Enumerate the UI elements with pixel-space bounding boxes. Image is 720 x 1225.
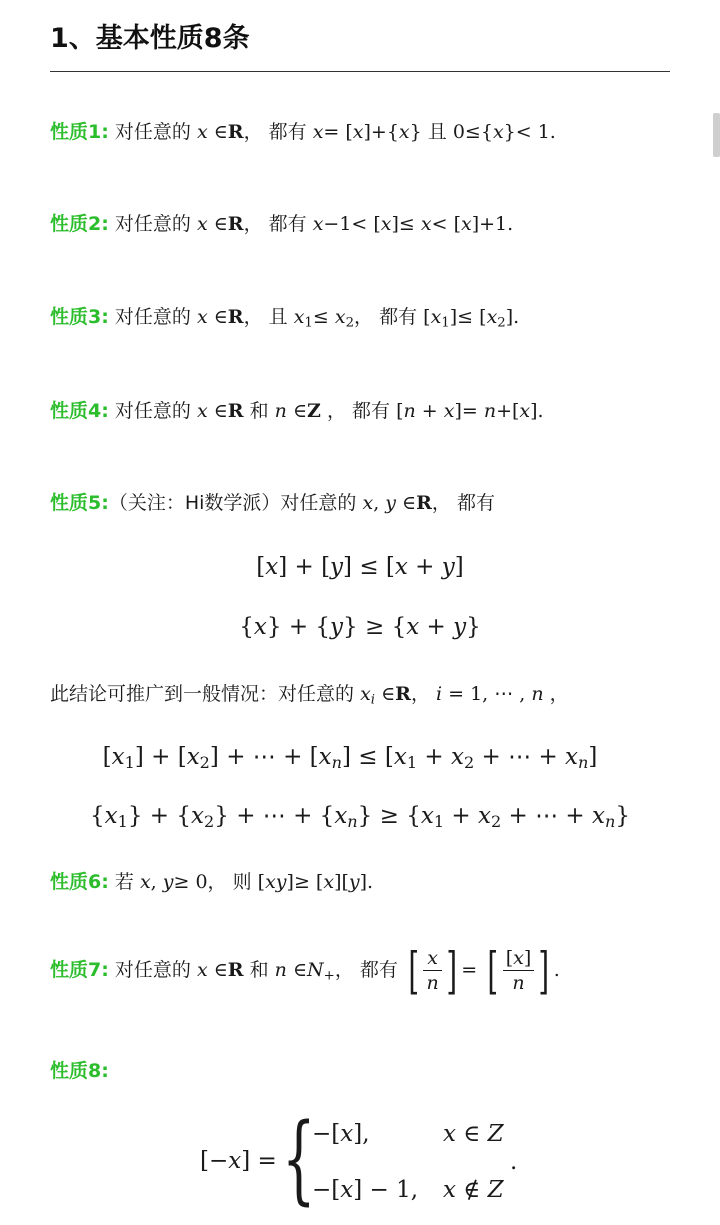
property-1-label: 性质1:	[50, 121, 109, 143]
property-5-label: 性质5:	[50, 492, 109, 514]
property-5-note: （关注：Hi数学派）	[108, 492, 281, 514]
property-2: 性质2: 对任意的 x ∈R， 都有 x−1< [x]≤ x< [x]+1.	[50, 213, 514, 235]
formula-8: [−x] = { −[x], x ∈ Z −[x] − 1, x ∉ Z .	[200, 1103, 518, 1215]
property-8	[50, 1058, 109, 1084]
property-6-label: 性质6:	[50, 871, 109, 893]
property-1: 性质1: 对任意的 x ∈R， 都有 x= [x]+{x} 且 0≤{x}< 1.	[50, 121, 556, 143]
property-3-label: 性质3:	[50, 306, 109, 328]
scrollbar-thumb[interactable]	[713, 113, 720, 157]
title-divider	[50, 71, 670, 72]
formula-5b: {x} + {y} ≥ {x + y}	[239, 614, 481, 640]
section-title: 1、基本性质8条	[50, 23, 250, 54]
property-7-label: 性质7:	[50, 959, 109, 981]
property-4: 性质4: 对任意的 x ∈R 和 n ∈Z ， 都有 [n + x]= n+[x].	[50, 400, 544, 422]
property-6: 性质6: 若 x, y≥ 0， 则 [xy]≥ [x][y].	[50, 871, 374, 893]
property-4-label: 性质4:	[50, 400, 109, 422]
formula-general-b: $\{x_1\} + \{x_2\}$ + ⋯ + $\{x_n\} \ge \{x_1 + x_2$ + ⋯ + $x_n$}	[89, 803, 631, 832]
property-8-label: 性质8:	[50, 1060, 109, 1082]
property-5: 性质5:（关注：Hi数学派）对任意的 x, y ∈R， 都有	[50, 492, 495, 514]
property-2-label: 性质2:	[50, 213, 109, 235]
generalization: 此结论可推广到一般情况：对任意的 $x_i$ ∈R， i = 1, ⋯ , n ，	[50, 683, 569, 708]
property-7: 性质7: 对任意的 x ∈R 和 n $\in N_+$， 都有 [ $\frac{x}{n}$ ] = [ $\frac{[x]}{n}$ ] .	[50, 941, 560, 1000]
formula-general-a: $[x_1] + [x_2]$ + ⋯ + $[x_n] \le [x_1 + x_2$ + ⋯ + $x_n$]	[102, 744, 598, 773]
property-3: 性质3: 对任意的 x ∈R， 且 $x_1\le x_2$， 都有 $[x_1]\le [x_2]$.	[50, 306, 520, 331]
formula-5a: [x] + [y] ≤ [x + y]	[256, 554, 464, 580]
